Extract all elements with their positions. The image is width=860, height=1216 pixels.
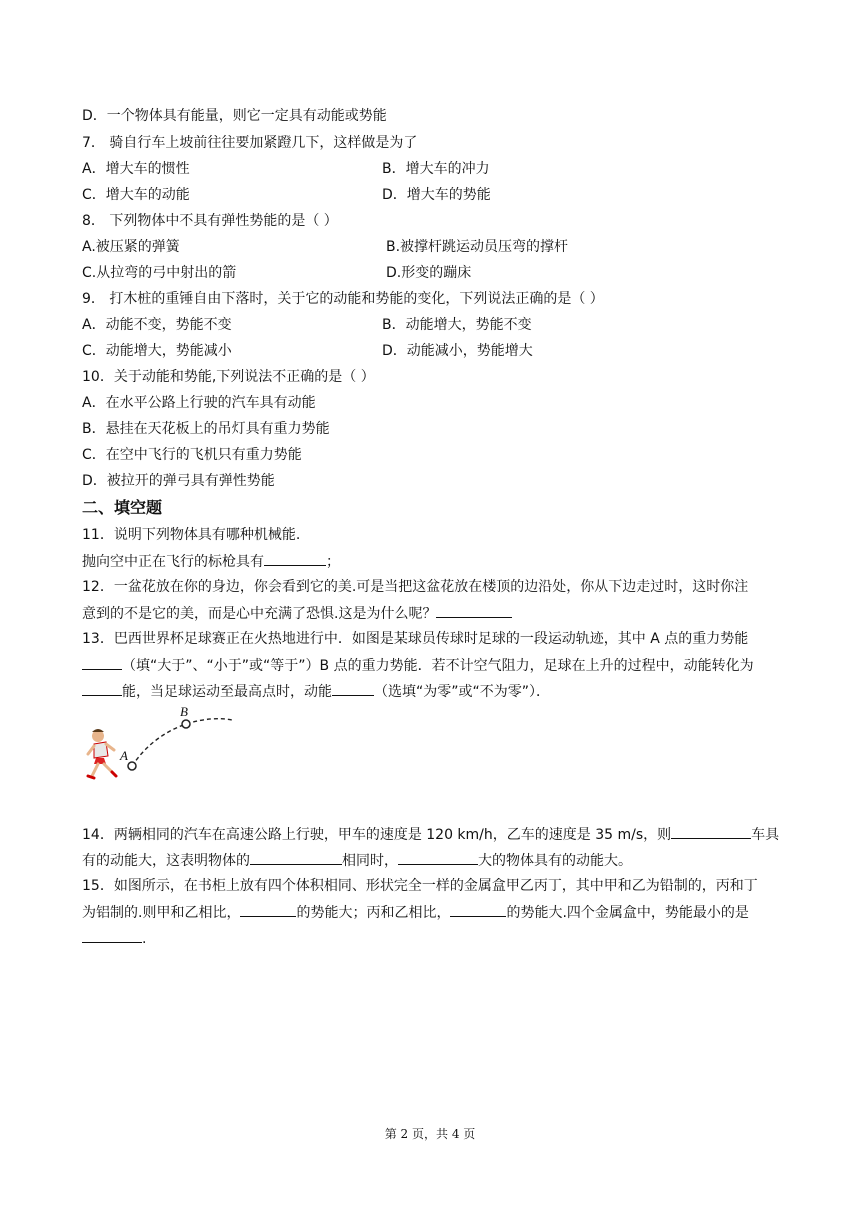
q7-option-c: C．增大车的动能 [82, 187, 190, 203]
q14-text: 车具 [751, 827, 780, 843]
answer-blank[interactable] [82, 655, 122, 670]
q9-option-c: C．动能增大，势能减小 [82, 343, 232, 359]
answer-blank[interactable] [671, 824, 751, 839]
q14-text: 有的动能大，这表明物体的 [82, 853, 250, 869]
soccer-trajectory-figure [82, 706, 242, 784]
section-title-fill-in: 二、填空题 [82, 498, 163, 517]
answer-blank[interactable] [332, 681, 374, 696]
q14-text: 14．两辆相同的汽车在高速公路上行驶，甲车的速度是 120 km/h，乙车的速度是 35 m/s，则 [82, 827, 672, 843]
q9-option-b: B．动能增大，势能不变 [382, 317, 532, 333]
q15-line3 [82, 928, 146, 949]
q10-option-d: D．被拉开的弹弓具有弹性势能 [82, 473, 275, 489]
q12-text: 意到的不是它的美，而是心中充满了恐惧.这是为什么呢？ [82, 606, 437, 622]
q10-option-b: B．悬挂在天花板上的吊灯具有重力势能 [82, 421, 330, 437]
q15-text: 的势能大.四个金属盒中，势能最小的是 [506, 905, 749, 921]
q8-option-d: D.形变的蹦床 [386, 265, 472, 281]
answer-blank[interactable] [240, 902, 296, 917]
q9-option-a: A．动能不变，势能不变 [82, 317, 232, 333]
player-illustration [88, 729, 116, 778]
ball-point-a [128, 762, 136, 770]
q9-option-d: D．动能减小，势能增大 [382, 343, 533, 359]
q7-option-d: D．增大车的势能 [382, 187, 491, 203]
q8-option-a: A.被压紧的弹簧 [82, 239, 180, 255]
q7-option-a: A．增大车的惯性 [82, 161, 190, 177]
label-a: A [120, 748, 128, 763]
answer-blank[interactable] [436, 603, 512, 618]
q11-line [82, 551, 340, 572]
q13-line3 [82, 681, 550, 702]
q13-line1: 13．巴西世界杯足球赛正在火热地进行中．如图是某球员传球时足球的一段运动轨迹，其中 A 点的重力势能 [82, 631, 749, 647]
q10-stem: 10．关于动能和势能,下列说法不正确的是（ ） [82, 369, 375, 385]
q8-option-b: B.被撑杆跳运动员压弯的撑杆 [386, 239, 569, 255]
q9-stem: 9． 打木桩的重锤自由下落时，关于它的动能和势能的变化，下列说法正确的是（ ） [82, 291, 604, 307]
q15-text-end: . [142, 931, 147, 947]
q12-line2 [82, 603, 512, 624]
q14-line2 [82, 850, 632, 871]
q13-text: （选填“为零”或“不为零”）． [374, 684, 551, 700]
q15-text: 为铝制的.则甲和乙相比， [82, 905, 241, 921]
q10-option-a: A．在水平公路上行驶的汽车具有动能 [82, 395, 316, 411]
q7-option-b: B．增大车的冲力 [382, 161, 490, 177]
q11-text-end: ； [326, 554, 340, 570]
q13-line2 [82, 655, 754, 676]
label-b: B [180, 706, 188, 719]
q15-text: 的势能大；丙和乙相比， [296, 905, 451, 921]
q8-stem: 8． 下列物体中不具有弹性势能的是（ ） [82, 213, 338, 229]
q6-option-d: D．一个物体具有能量，则它一定具有动能或势能 [82, 108, 387, 124]
answer-blank[interactable] [82, 681, 122, 696]
answer-blank[interactable] [264, 551, 326, 566]
answer-blank[interactable] [82, 928, 142, 943]
q14-text: 相同时， [342, 853, 398, 869]
page-footer: 第 2 页，共 4 页 [384, 1127, 476, 1141]
answer-blank[interactable] [450, 902, 506, 917]
answer-blank[interactable] [398, 850, 478, 865]
answer-blank[interactable] [250, 850, 342, 865]
q11-stem: 11．说明下列物体具有哪种机械能. [82, 527, 301, 543]
q11-text: 抛向空中正在飞行的标枪具有 [82, 554, 264, 570]
q15-line1: 15．如图所示，在书柜上放有四个体积相同、形状完全一样的金属盒甲乙丙丁，其中甲和乙为铅制的，丙和丁 [82, 878, 758, 894]
q10-option-c: C．在空中飞行的飞机只有重力势能 [82, 447, 302, 463]
q12-line1: 12．一盆花放在你的身边，你会看到它的美.可是当把这盆花放在楼顶的边沿处，你从下边走过时，这时你注 [82, 579, 749, 595]
q14-line1 [82, 824, 779, 845]
ball-point-b [182, 720, 190, 728]
q14-text: 大的物体具有的动能大。 [478, 853, 632, 869]
q15-line2 [82, 902, 749, 923]
q13-text: 能，当足球运动至最高点时，动能 [122, 684, 332, 700]
q8-option-c: C.从拉弯的弓中射出的箭 [82, 265, 237, 281]
q13-text: （填“大于”、“小于”或“等于”）B 点的重力势能．若不计空气阻力，足球在上升的过程中，动能转化为 [122, 658, 754, 674]
q7-stem: 7． 骑自行车上坡前往往要加紧蹬几下，这样做是为了 [82, 135, 418, 151]
